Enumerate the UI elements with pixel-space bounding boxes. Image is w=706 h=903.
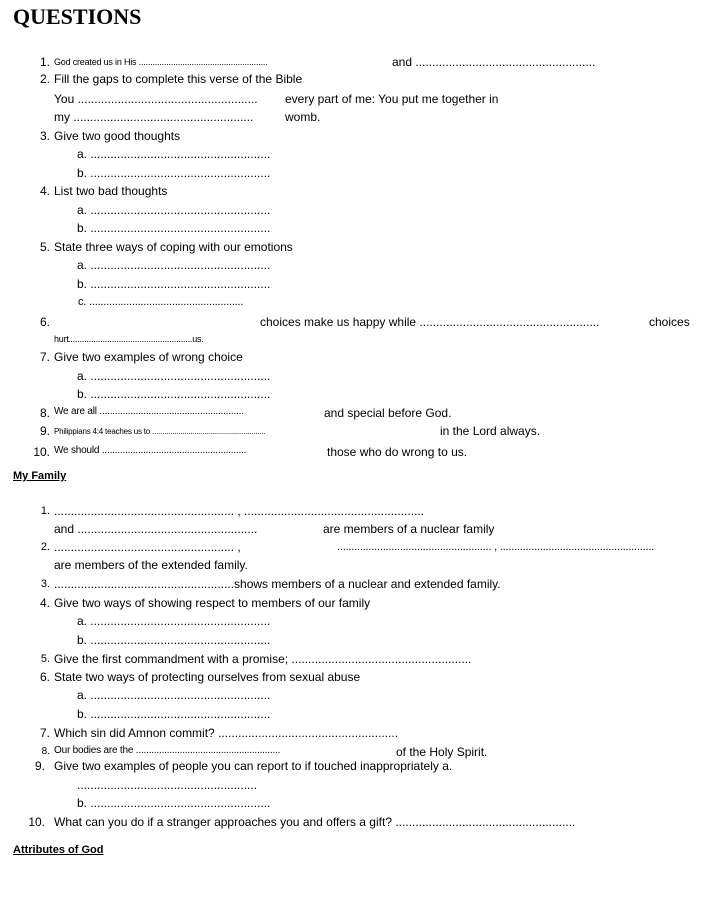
answer-blank: a. ...................................................... [77, 147, 271, 161]
question-text: Give the first commandment with a promise; ...................................................... [54, 652, 472, 666]
question-number: 8. [41, 746, 50, 757]
question-number: 5. [39, 240, 50, 254]
question-text: of the Holy Spirit. [396, 745, 488, 759]
question-text: ......................................................shows members of a nuclear and extended family. [54, 577, 501, 591]
question-text: and ...................................................... [392, 55, 596, 69]
answer-blank: b. ...................................................... [77, 277, 271, 291]
question-number: 8. [39, 406, 50, 420]
question-text: in the Lord always. [440, 424, 541, 438]
question-text: every part of me: You put me together in [285, 92, 499, 106]
question-text: hurt [54, 334, 69, 344]
question-number: 7. [39, 350, 50, 364]
question-number: 10. [28, 815, 45, 829]
question-text: Give two examples of people you can report to if touched inappropriately a. [54, 759, 453, 773]
answer-blank: b. ...................................................... [77, 796, 271, 810]
question-text: We are all ........................................................ [54, 406, 244, 417]
question-text: womb. [285, 110, 321, 124]
answer-blank: ...................................................... [77, 778, 258, 792]
question-text: We should ........................................................ [54, 445, 247, 456]
question-number: 6. [39, 315, 50, 329]
answer-blank: a. ...................................................... [77, 688, 271, 702]
answer-blank: ...................................................... , [54, 540, 241, 554]
question-text: are members of a nuclear family [323, 522, 495, 536]
answer-blank: b. ...................................................... [77, 387, 271, 401]
answer-blank: ...................................................... , ...................................................... [54, 504, 425, 518]
question-text: God created us in His ........................................................ [54, 57, 268, 67]
question-number: 10. [33, 445, 50, 459]
section-heading-my-family: My Family [13, 470, 67, 482]
question-text: Fill the gaps to complete this verse of the Bible [54, 72, 303, 86]
question-text: those who do wrong to us. [327, 445, 468, 459]
section-heading-attributes-of-god: Attributes of God [13, 844, 104, 856]
question-number: 4. [39, 596, 50, 610]
question-number: 2. [40, 541, 50, 553]
answer-blank: ...................................................... , ...................................................... [337, 541, 655, 553]
question-number: 1. [40, 505, 50, 517]
answer-blank: c. ...................................................... [78, 296, 244, 308]
question-text: Which sin did Amnon commit? ...................................................... [54, 726, 399, 740]
page-title: QUESTIONS [13, 4, 142, 29]
answer-blank: a. ...................................................... [77, 614, 271, 628]
question-number: 7. [39, 726, 50, 740]
answer-blank: b. ...................................................... [77, 221, 271, 235]
question-number: 2. [39, 72, 50, 86]
answer-blank: You ...................................................... [54, 92, 258, 106]
answer-blank: b. ...................................................... [77, 166, 271, 180]
question-text: Give two good thoughts [54, 129, 181, 143]
question-text: What can you do if a stranger approaches you and offers a gift? ...................................................... [54, 815, 576, 829]
answer-blank: b. ...................................................... [77, 707, 271, 721]
question-text: choices make us happy while ...................................................... [260, 315, 600, 329]
answer-blank: ......................................................us. [68, 334, 204, 344]
answer-blank: and ...................................................... [54, 522, 258, 536]
answer-blank: a. ...................................................... [77, 369, 271, 383]
question-number: 5. [40, 653, 50, 665]
question-number: 4. [39, 184, 50, 198]
question-text: Give two examples of wrong choice [54, 350, 243, 364]
question-number: 1. [39, 55, 50, 69]
question-text: Our bodies are the ........................................................ [54, 745, 281, 756]
question-text: List two bad thoughts [54, 184, 168, 198]
question-number: 6. [39, 670, 50, 684]
question-number: 3. [40, 578, 50, 590]
answer-blank: b. ...................................................... [77, 633, 271, 647]
question-text: are members of the extended family. [54, 558, 248, 572]
answer-blank: my ...................................................... [54, 110, 254, 124]
answer-blank: a. ...................................................... [77, 203, 271, 217]
question-text: choices [649, 315, 690, 329]
answer-blank: a. ...................................................... [77, 258, 271, 272]
question-text: Give two ways of showing respect to members of our family [54, 596, 371, 610]
question-text: and special before God. [324, 406, 452, 420]
question-text: State two ways of protecting ourselves from sexual abuse [54, 670, 361, 684]
question-text: State three ways of coping with our emotions [54, 240, 293, 254]
question-text: Philippians 4:4 teaches us to ........................................................ [54, 427, 266, 436]
question-number: 3. [39, 129, 50, 143]
question-number: 9. [34, 759, 45, 773]
question-number: 9. [39, 424, 50, 438]
